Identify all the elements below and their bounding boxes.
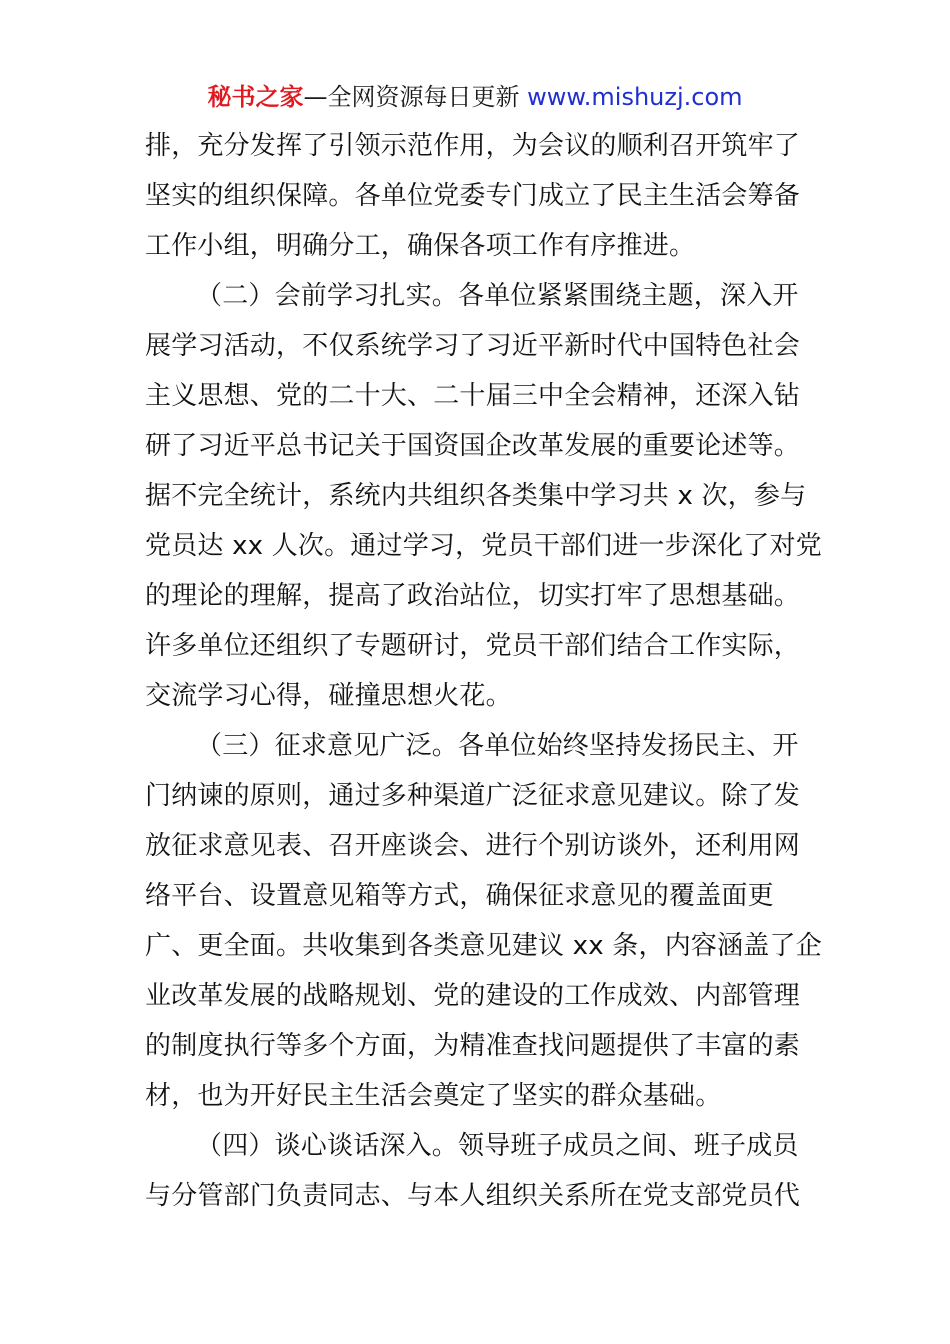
body-line: 研了习近平总书记关于国资国企改革发展的重要论述等。 <box>145 431 801 461</box>
body-line: 主义思想、党的二十大、二十届三中全会精神，还深入钻 <box>145 381 801 411</box>
body-line: 坚实的组织保障。各单位党委专门成立了民主生活会筹备 <box>145 181 801 211</box>
body-line: 与分管部门负责同志、与本人组织关系所在党支部党员代 <box>145 1181 801 1211</box>
body-line: 党员达 xx 人次。通过学习，党员干部们进一步深化了对党 <box>145 531 822 561</box>
body-line: 络平台、设置意见箱等方式，确保征求意见的覆盖面更 <box>145 881 774 911</box>
brand-name: 秘书之家 <box>207 83 304 111</box>
body-line: 的制度执行等多个方面，为精准查找问题提供了丰富的素 <box>145 1031 801 1061</box>
body-line: 交流学习心得，碰撞思想火花。 <box>145 681 512 711</box>
paragraph-start-line: （四）谈心谈话深入。领导班子成员之间、班子成员 <box>196 1131 799 1161</box>
body-line: 放征求意见表、召开座谈会、进行个别访谈外，还利用网 <box>145 831 801 861</box>
body-line: 工作小组，明确分工，确保各项工作有序推进。 <box>145 231 696 261</box>
body-line: 据不完全统计，系统内共组织各类集中学习共 x 次，参与 <box>145 481 807 511</box>
body-line: 许多单位还组织了专题研讨，党员干部们结合工作实际， <box>145 631 801 661</box>
header-tagline: —全网资源每日更新 <box>303 83 520 111</box>
body-line: 门纳谏的原则，通过多种渠道广泛征求意见建议。除了发 <box>145 781 801 811</box>
body-line: 的理论的理解，提高了政治站位，切实打牢了思想基础。 <box>145 581 801 611</box>
page-header <box>0 80 950 114</box>
paragraph-start-line: （二）会前学习扎实。各单位紧紧围绕主题，深入开 <box>196 281 799 311</box>
body-line: 排，充分发挥了引领示范作用，为会议的顺利召开筑牢了 <box>145 131 801 161</box>
body-line: 材，也为开好民主生活会奠定了坚实的群众基础。 <box>145 1081 722 1111</box>
body-line: 业改革发展的战略规划、党的建设的工作成效、内部管理 <box>145 981 801 1011</box>
paragraph-start-line: （三）征求意见广泛。各单位始终坚持发扬民主、开 <box>196 731 799 761</box>
body-line: 广、更全面。共收集到各类意见建议 xx 条，内容涵盖了企 <box>145 931 822 961</box>
body-line: 展学习活动，不仅系统学习了习近平新时代中国特色社会 <box>145 331 801 361</box>
website-link[interactable]: www.mishuzj.com <box>527 83 743 111</box>
